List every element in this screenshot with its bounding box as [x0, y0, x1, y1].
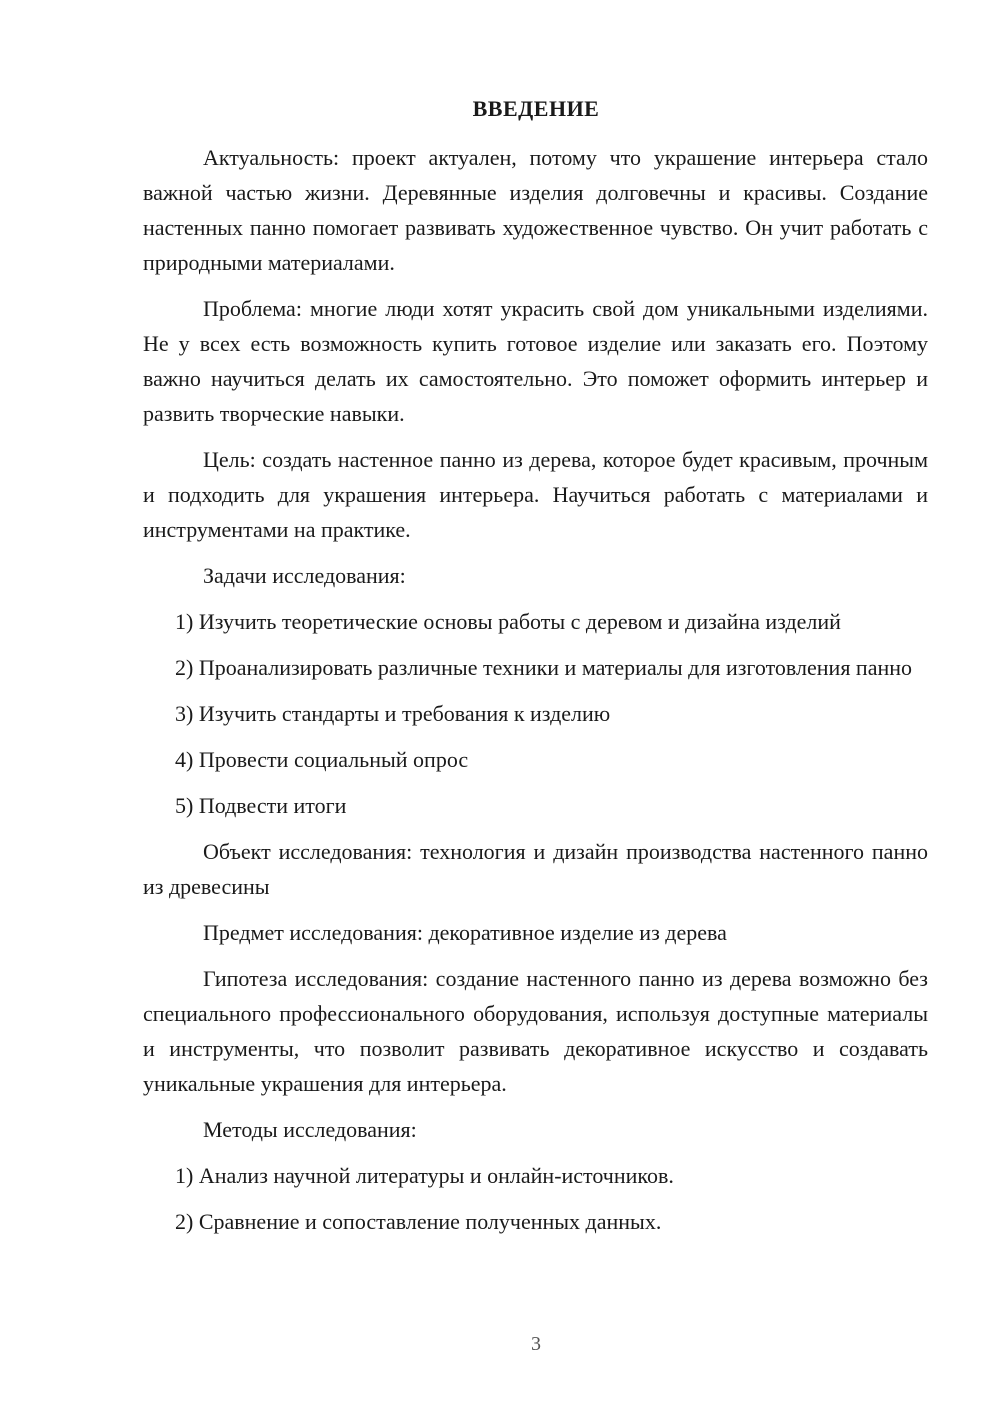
- methods-heading: Методы исследования:: [203, 1117, 417, 1142]
- hypothesis-paragraph: Гипотеза исследования: создание настенного панно из дерева возможно без специального профессионального оборудования, используя доступные материалы и инструменты, что позволит развивать декоративное искусство и создавать уникальные украшения для интерьера.: [143, 966, 928, 1096]
- method-item-2: 2) Сравнение и сопоставление полученных данных.: [175, 1209, 662, 1234]
- method-item-1: 1) Анализ научной литературы и онлайн-источников.: [175, 1163, 674, 1188]
- goal-paragraph: Цель: создать настенное панно из дерева, которое будет красивым, прочным и подходить для украшения интерьера. Научиться работать с материалами и инструментами на практике.: [143, 447, 928, 542]
- task-item-1: 1) Изучить теоретические основы работы с деревом и дизайна изделий: [175, 609, 841, 634]
- page-number: 3: [531, 1333, 541, 1355]
- actuality-paragraph: Актуальность: проект актуален, потому что украшение интерьера стало важной частью жизни. Деревянные изделия долговечны и красивы. Создание настенных панно помогает развивать художественное чувство. Он учит работать с природными материалами.: [143, 145, 928, 275]
- tasks-heading: Задачи исследования:: [203, 563, 406, 588]
- problem-paragraph: Проблема: многие люди хотят украсить свой дом уникальными изделиями. Не у всех есть возможность купить готовое изделие или заказать его. Поэтому важно научиться делать их самостоятельно. Это поможет оформить интерьер и развить творческие навыки.: [143, 296, 928, 426]
- body-text: [143, 140, 928, 1250]
- task-item-3: 3) Изучить стандарты и требования к изделию: [175, 701, 611, 726]
- task-item-2: 2) Проанализировать различные техники и материалы для изготовления панно: [175, 655, 913, 680]
- task-item-5: 5) Подвести итоги: [175, 793, 347, 818]
- section-title: ВВЕДЕНИЕ: [472, 96, 600, 121]
- object-paragraph: Объект исследования: технология и дизайн производства настенного панно из древесины: [143, 839, 928, 899]
- task-item-4: 4) Провести социальный опрос: [175, 747, 469, 772]
- subject-paragraph: Предмет исследования: декоративное изделие из дерева: [203, 920, 727, 945]
